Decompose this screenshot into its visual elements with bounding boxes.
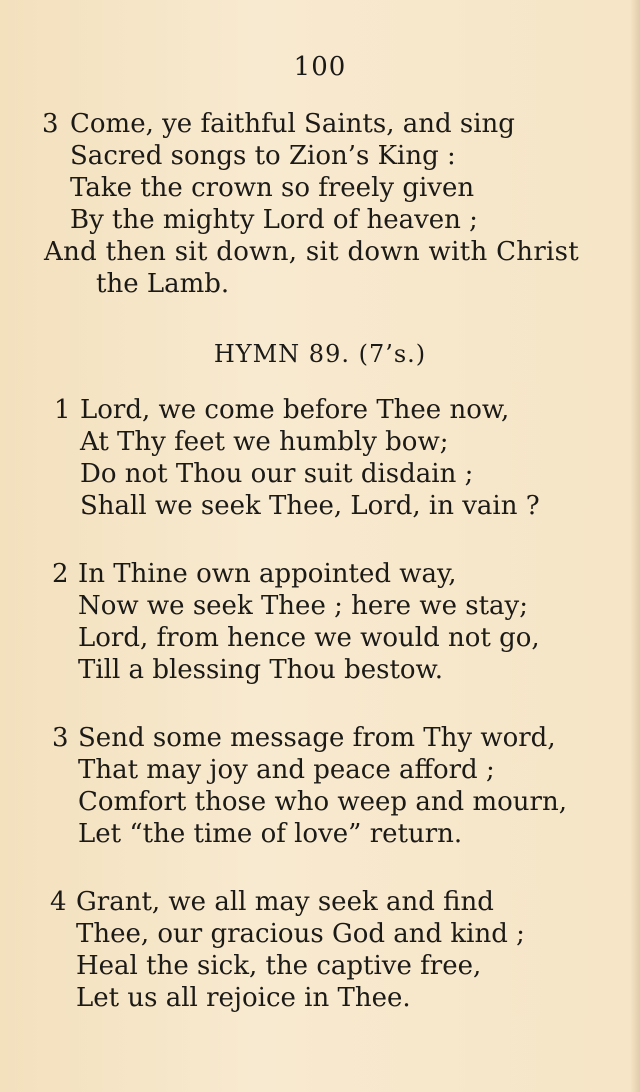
verse-line: Now we seek Thee ; here we stay;: [78, 591, 528, 621]
verse-line: the Lamb.: [96, 269, 230, 299]
verse-line: Take the crown so freely given: [70, 173, 475, 203]
verse-line: Thee, our gracious God and kind ;: [76, 919, 525, 949]
verse-line: Till a blessing Thou bestow.: [78, 655, 443, 685]
verse-number: 1: [54, 395, 71, 425]
verse-number: 3: [42, 109, 59, 139]
verse-line: Heal the sick, the captive free,: [76, 951, 482, 981]
verse-line: Shall we seek Thee, Lord, in vain ?: [80, 491, 540, 521]
verse-line: Comfort those who weep and mourn,: [78, 787, 567, 817]
verse-line: Lord, from hence we would not go,: [78, 623, 540, 653]
verse-line: By the mighty Lord of heaven ;: [70, 205, 478, 235]
verse-line: Sacred songs to Zion’s King :: [70, 141, 456, 171]
verse-line: In Thine own appointed way,: [78, 559, 457, 589]
verse-number: 4: [50, 887, 67, 917]
page-number: 100: [293, 52, 347, 82]
verse-number: 3: [52, 723, 69, 753]
verse-line: At Thy feet we humbly bow;: [80, 427, 449, 457]
verse-line: Do not Thou our suit disdain ;: [80, 459, 474, 489]
verse-line: Grant, we all may seek and find: [76, 887, 494, 917]
verse-line: Lord, we come before Thee now,: [80, 395, 510, 425]
verse-line: Send some message from Thy word,: [78, 723, 556, 753]
verse-line: That may joy and peace afford ;: [78, 755, 495, 785]
verse-line: And then sit down, sit down with Christ: [44, 237, 580, 267]
hymn-heading: HYMN 89. (7’s.): [213, 340, 427, 368]
verse-line: Let “the time of love” return.: [78, 819, 463, 849]
verse-line: Let us all rejoice in Thee.: [76, 983, 411, 1013]
verse-line: Come, ye faithful Saints, and sing: [70, 109, 515, 139]
verse-number: 2: [52, 559, 69, 589]
page-edge-shadow: [630, 0, 640, 1092]
